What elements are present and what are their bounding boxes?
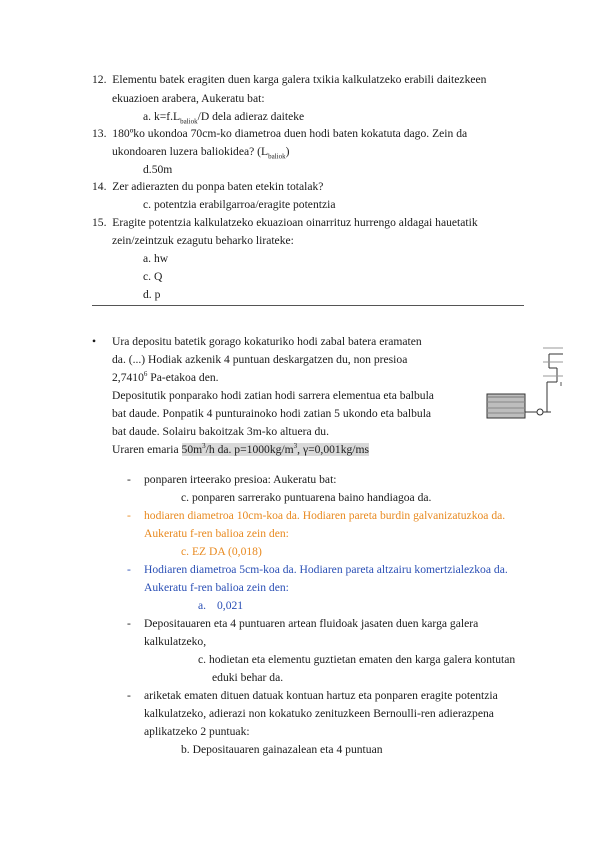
subitem5-answer: b. Depositauaren gainazalean eta 4 puntuan (181, 743, 383, 756)
q13-answer: d.50m (143, 163, 173, 176)
subitem5-dash: - (127, 689, 131, 702)
subitem3-answer: 0,021 (217, 599, 244, 612)
subitem1-dash: - (127, 473, 131, 486)
problem-line7: Uraren emaria $50m^3/h$ da. $p=1000kg/m^3$, γ=0,001kg/ms (112, 442, 370, 456)
subitem3-line2: Aukeratu f-ren balioa zein den: (144, 581, 289, 594)
subitem2-line2: Aukeratu f-ren balioa zein den: (144, 527, 289, 540)
problem-line6: bat daude. Solairu bakoitzak 3m-ko altuera du. (112, 425, 329, 438)
q15-option-c: c. Q (143, 270, 163, 283)
subitem4-answer1: c. hodietan eta elementu guztietan ematen den karga galera kontutan (198, 653, 516, 666)
subitem3-line1: Hodiaren diametroa 5cm-koa da. Hodiaren pareta altzairu komertzialezkoa da. (144, 563, 508, 576)
pump (537, 409, 543, 415)
subitem2-answer: c. EZ DA (0,018) (181, 545, 262, 558)
subitem4-answer2: eduki behar da. (212, 671, 284, 684)
q15-line1: 15. Eragite potentzia kalkulatzeko ekuazioan oinarrituz hurrengo aldagai hauetatik (92, 216, 478, 229)
pipe-system-diagram (485, 342, 565, 422)
subitem2-dash: - (127, 509, 131, 522)
q12-line2: ekuazioen arabera, Aukeratu bat: (112, 92, 265, 105)
problem-line5: bat daude. Ponpatik 4 punturainoko hodi zatian 5 ukondo eta balbula (112, 407, 432, 420)
problem-bullet: • (92, 335, 97, 348)
problem-line1: Ura depositu batetik gorago kokaturiko hodi zabal batera eramaten (112, 335, 422, 348)
problem-line3: 2,7410$^6$ Pa-etakoa den. (112, 370, 219, 384)
q14-answer: c. potentzia erabilgarroa/eragite potentzia (143, 198, 336, 211)
q12-line1: 12. Elementu batek eragiten duen karga galera txikia kalkulatzeko erabili daitezkeen (92, 73, 487, 86)
tank (487, 394, 525, 418)
q12-answer: a. $k=f.L_{baliok}/D$ dela adieraz daiteke (143, 110, 305, 126)
subitem5-line3: aplikatzeko 2 puntuak: (144, 725, 250, 738)
subitem4-dash: - (127, 617, 131, 630)
subitem1-answer: c. ponparen sarrerako puntuarena baino handiagoa da. (181, 491, 432, 504)
subitem5-line2: kalkulatzeko, adierazi non kokatuko zenituzkeen Bernoulli-ren adierazpena (144, 707, 494, 720)
q13-line2: ukondoaren luzera baliokidea? $(L_{baliok})$ (112, 145, 290, 161)
section-divider (92, 305, 524, 306)
subitem2-line1: hodiaren diametroa 10cm-koa da. Hodiaren pareta burdin galvanizatuzkoa da. (144, 509, 506, 522)
subitem3-answer-marker: a. (198, 599, 207, 612)
problem-line4: Depositutik ponparako hodi zatian hodi sarrera elementua eta balbula (112, 389, 434, 402)
subitem4-line2: kalkulatzeko, (144, 635, 207, 648)
q15-option-d: d. p (143, 288, 161, 301)
q15-line2: zein/zeintzuk ezagutu beharko lirateke: (112, 234, 294, 247)
subitem4-line1: Depositauaren eta 4 puntuaren artean fluidoak jasaten duen karga galera (144, 617, 479, 630)
q14-line1: 14. Zer adierazten du ponpa baten etekin totalak? (92, 180, 324, 193)
q13-line1: 13. 180ºko ukondoa 70cm-ko diametroa duen hodi baten kokatuta dago. Zein da (92, 127, 468, 140)
subitem1-line1: ponparen irteerako presioa: Aukeratu bat: (144, 473, 337, 486)
subitem5-line1: ariketak ematen dituen datuak kontuan hartuz eta ponparen eragite potentzia (144, 689, 498, 702)
subitem3-dash: - (127, 563, 131, 576)
q15-option-a: a. hw (143, 252, 169, 265)
problem-line2: da. (...) Hodiak azkenik 4 puntuan deskargatzen du, non presioa (112, 353, 408, 366)
